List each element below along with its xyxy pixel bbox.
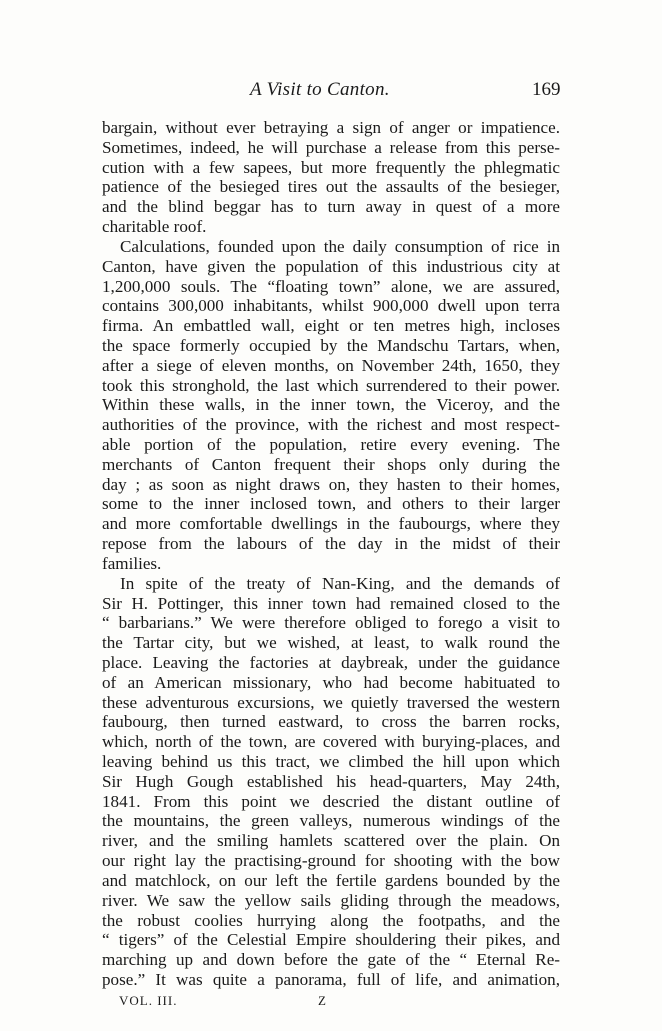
text-line: marching up and down before the gate of the “ Eternal Re- <box>102 950 560 970</box>
text-line: the Tartar city, but we wished, at least, to walk round the <box>102 633 560 653</box>
text-line: able portion of the population, retire every evening. The <box>102 435 560 454</box>
text-line: our right lay the practising-ground for shooting with the bow <box>102 851 560 871</box>
text-line: Sometimes, indeed, he will purchase a release from this perse- <box>102 137 560 157</box>
running-head-title: A Visit to Canton. <box>250 79 390 100</box>
text-line: “ tigers” of the Celestial Empire shouldering their pikes, and <box>102 930 560 950</box>
page-number: 169 <box>532 79 561 100</box>
text-line: 1841. From this point we descried the distant outline of <box>102 791 560 811</box>
text-line: merchants of Canton frequent their shops only during the <box>102 454 560 474</box>
text-line: firma. An embattled wall, eight or ten metres high, incloses <box>102 316 560 336</box>
text-line: cution with a few sapees, but more frequently the phlegmatic <box>102 157 560 177</box>
text-line: charitable roof. <box>102 217 207 237</box>
text-line: In spite of the treaty of Nan-King, and the demands of <box>120 573 560 593</box>
text-line: authorities of the province, with the richest and most respect- <box>102 415 560 435</box>
text-line: took this stronghold, the last which surrendered to their power. <box>102 375 560 395</box>
text-line: patience of the besieged tires out the assaults of the besieger, <box>102 177 560 197</box>
text-line: river, and the smiling hamlets scattered over the plain. On <box>102 831 560 851</box>
text-line: the mountains, the green valleys, numerous windings of the <box>102 811 560 831</box>
text-line: Calculations, founded upon the daily consumption of rice in <box>120 236 560 256</box>
text-line: faubourg, then turned eastward, to cross the barren rocks, <box>102 712 560 732</box>
text-line: pose.” It was quite a panorama, full of life, and animation, <box>102 969 560 989</box>
text-line: river. We saw the yellow sails gliding through the meadows, <box>102 890 560 910</box>
text-line: the robust coolies hurrying along the footpaths, and the <box>102 910 560 930</box>
text-line: day ; as soon as night draws on, they hasten to their homes, <box>102 474 560 494</box>
text-line: families. <box>102 553 162 573</box>
text-line: the space formerly occupied by the Mandschu Tartars, when, <box>102 335 560 355</box>
text-line: which, north of the town, are covered with burying-places, and <box>102 732 560 752</box>
text-line: some to the inner inclosed town, and others to their larger <box>102 494 560 514</box>
body-text <box>102 118 560 990</box>
text-line: Within these walls, in the inner town, the Viceroy, and the <box>102 395 560 415</box>
text-line: 1,200,000 souls. The “floating town” alone, we are assured, <box>102 276 560 296</box>
text-line: Sir Hugh Gough established his head-quarters, May 24th, <box>102 771 560 791</box>
gathering-signature: Z <box>318 993 326 1008</box>
text-line: Canton, have given the population of this industrious city at <box>102 256 560 276</box>
text-line: leaving behind us this tract, we climbed the hill upon which <box>102 752 560 771</box>
text-line: “ barbarians.” We were therefore obliged to forego a visit to <box>102 613 560 633</box>
text-line: these adventurous excursions, we quietly traversed the western <box>102 692 560 712</box>
text-line: and the blind beggar has to turn away in quest of a more <box>102 197 560 217</box>
text-line: and more comfortable dwellings in the faubourgs, where they <box>102 514 560 534</box>
volume-signature: VOL. III. <box>119 993 178 1008</box>
text-line: bargain, without ever betraying a sign of anger or impatience. <box>102 118 560 137</box>
text-line: repose from the labours of the day in the midst of their <box>102 534 560 554</box>
text-line: place. Leaving the factories at daybreak, under the guidance <box>102 652 560 672</box>
text-line: and matchlock, on our left the fertile gardens bounded by the <box>102 870 560 890</box>
text-line: contains 300,000 inhabitants, whilst 900,000 dwell upon terra <box>102 296 560 316</box>
text-line: Sir H. Pottinger, this inner town had remained closed to the <box>102 593 560 613</box>
text-line: after a siege of eleven months, on November 24th, 1650, they <box>102 355 560 375</box>
text-line: of an American missionary, who had become habituated to <box>102 672 560 692</box>
